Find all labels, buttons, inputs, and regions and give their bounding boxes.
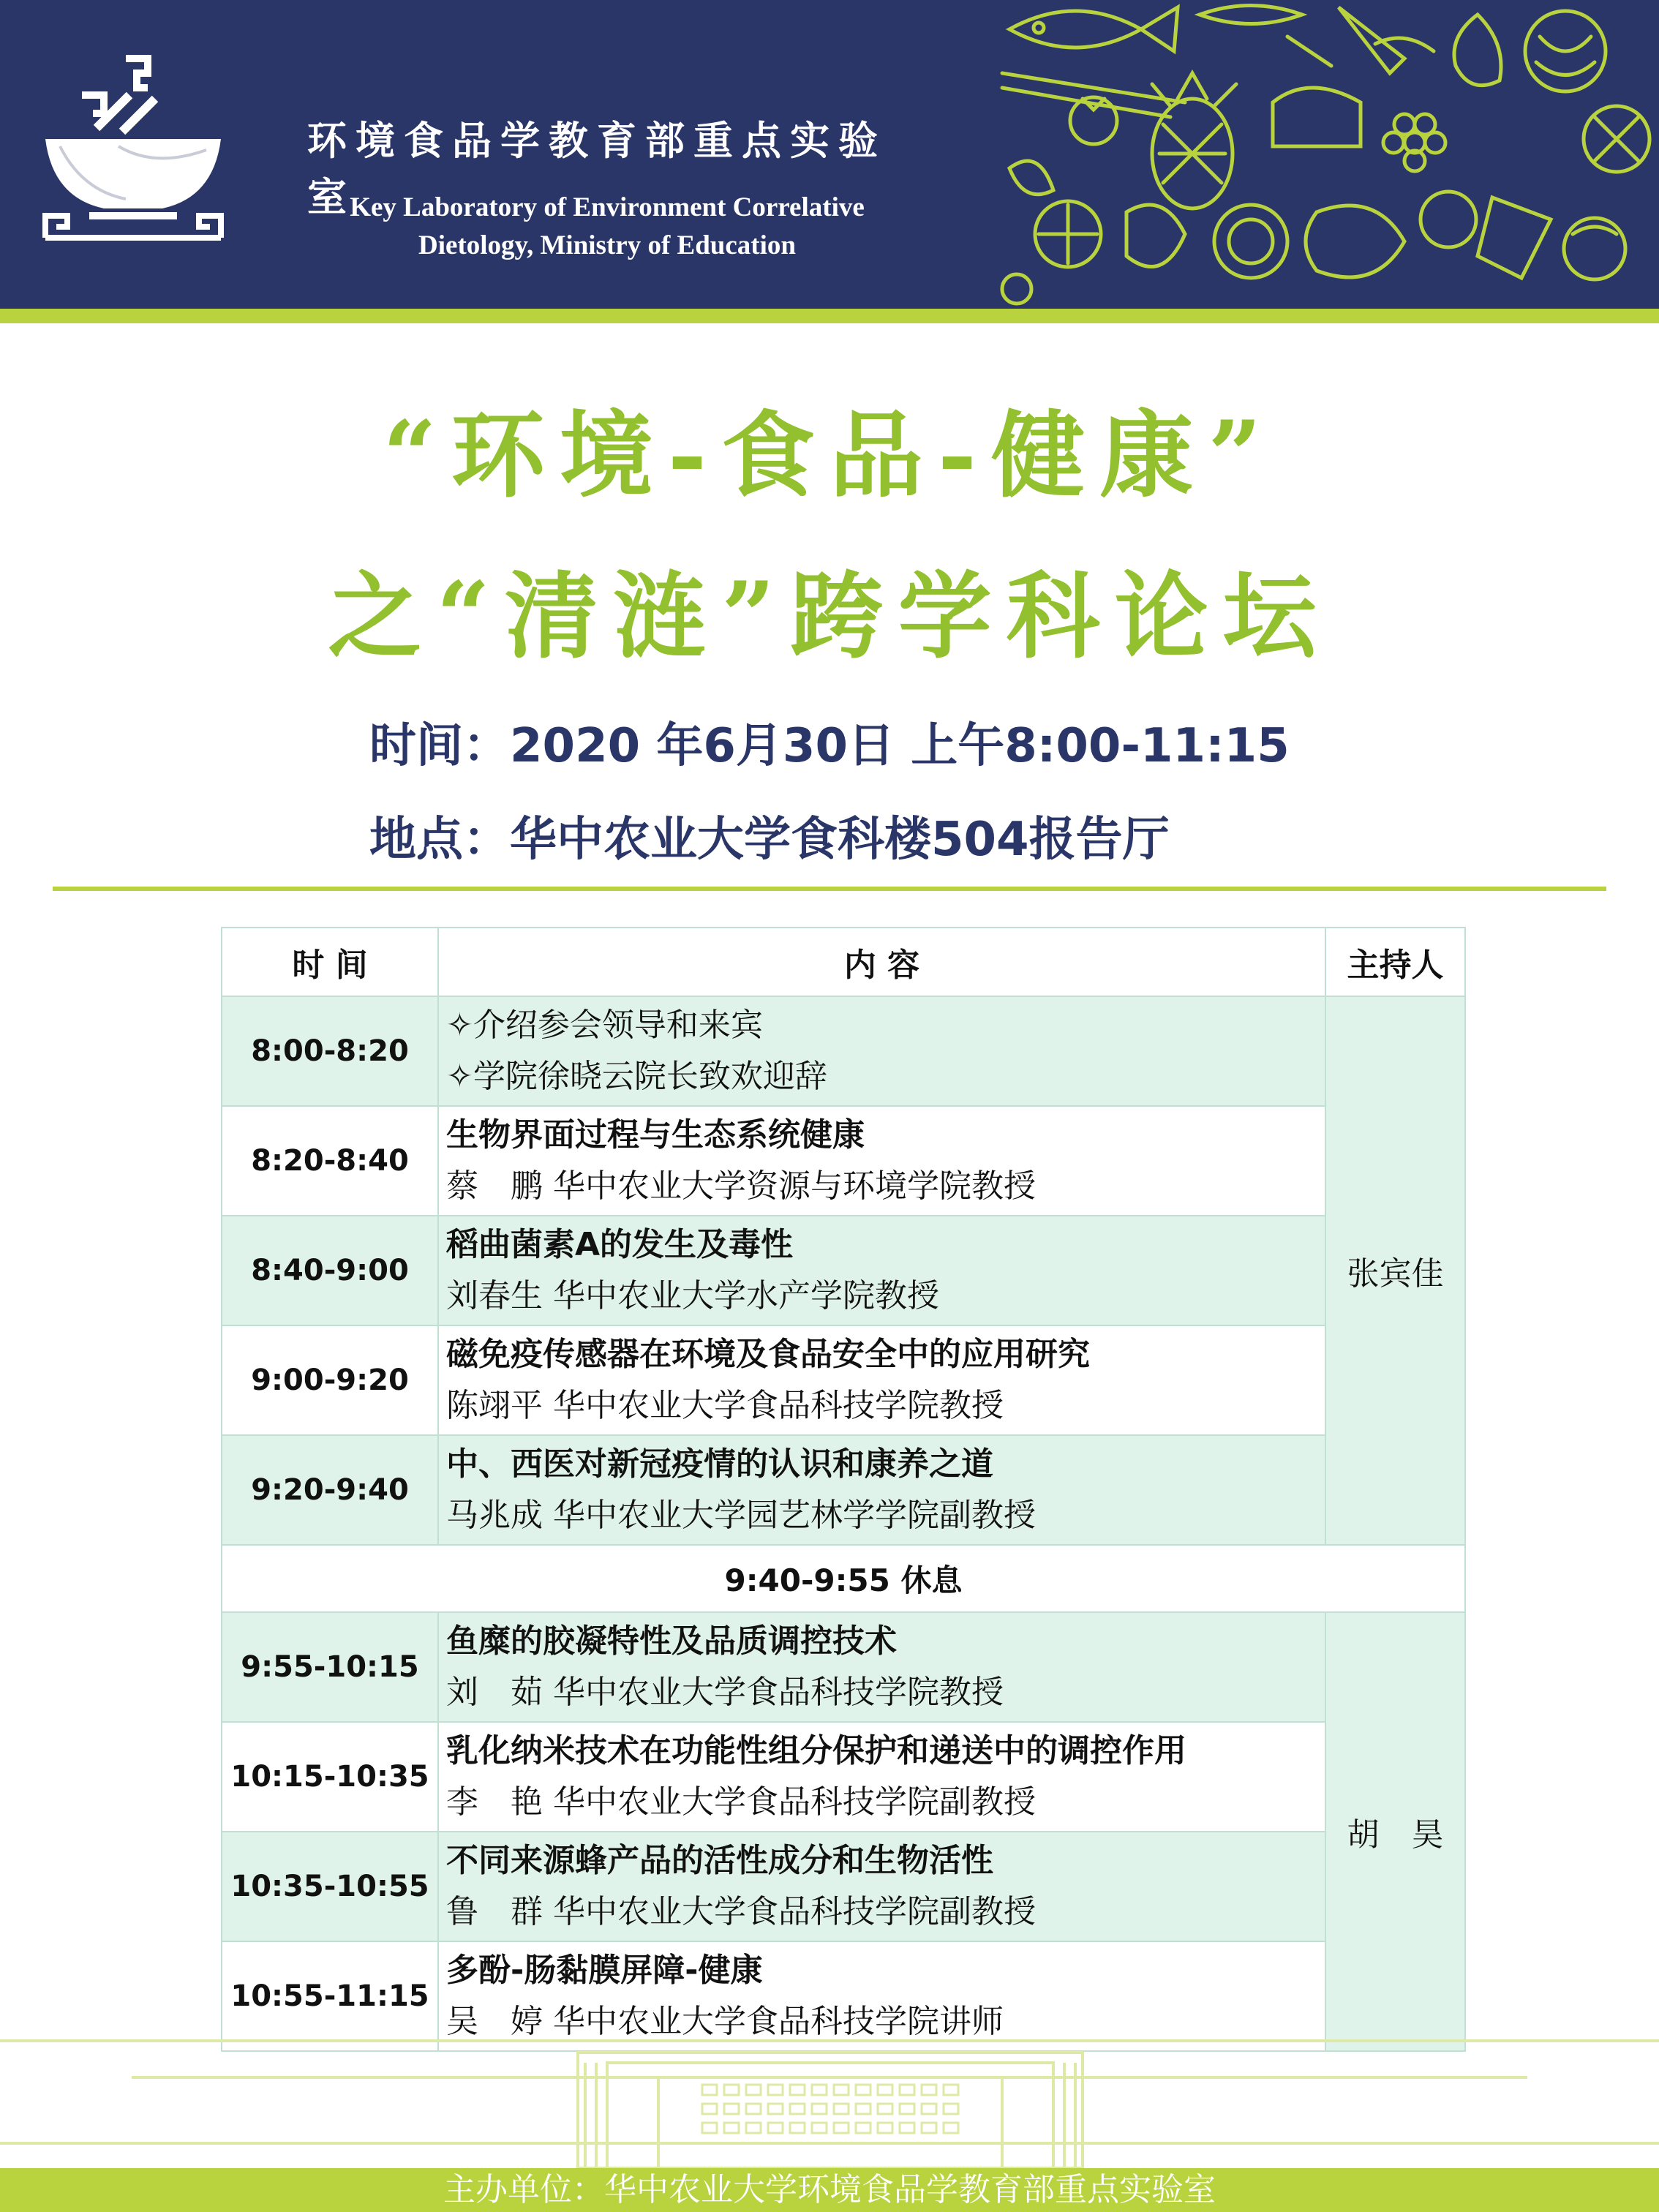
row-time: 8:00-8:20 [222,996,438,1106]
talk-topic: 多酚-肠黏膜屏障-健康 [446,1952,763,1989]
row-time: 8:40-9:00 [222,1216,438,1325]
table-row [222,1612,1465,1722]
row-time: 9:00-9:20 [222,1325,438,1435]
header-host: 主持人 [1325,928,1465,996]
row-content [438,1722,1325,1832]
table-row [222,1106,1465,1216]
table-header-row [222,928,1465,996]
row-content [438,996,1325,1106]
lab-name-en [278,189,936,265]
table-row [222,1435,1465,1545]
talk-speaker: 马兆成 华中农业大学园艺林学学院副教授 [446,1497,1036,1534]
talk-speaker: 陈翊平 华中农业大学食品科技学院教授 [446,1387,1004,1424]
talk-speaker: 李 艳 华中农业大学食品科技学院副教授 [446,1783,1036,1821]
talk-topic: 鱼糜的胶凝特性及品质调控技术 [446,1622,897,1660]
section-divider [53,887,1606,891]
talk-speaker: 刘春生 华中农业大学水产学院教授 [446,1277,939,1314]
row-content [438,1612,1325,1722]
forum-title-line1: “环境-食品-健康” [383,401,1276,511]
break-label: 9:40-9:55 休息 [222,1545,1465,1612]
row-time: 10:15-10:35 [222,1722,438,1832]
session-host: 张宾佳 [1325,996,1465,1545]
table-row [222,1722,1465,1832]
talk-speaker: 吴 婷 华中农业大学食品科技学院讲师 [446,2003,1004,2040]
talk-speaker: 鲁 群 华中农业大学食品科技学院副教授 [446,1893,1036,1930]
talk-topic: 不同来源蜂产品的活性成分和生物活性 [446,1842,993,1879]
forum-title-line2: 之“清涟”跨学科论坛 [328,562,1331,672]
lab-name-en-line2: Dietology, Ministry of Education [418,230,796,260]
table-row [222,1216,1465,1325]
header-divider [0,309,1659,323]
break-row [222,1545,1465,1612]
schedule-table [221,927,1466,2052]
talk-topic: 中、西医对新冠疫情的认识和康养之道 [446,1445,993,1483]
place-label: 地点： [369,813,510,867]
lab-name-cn: 环境食品学教育部重点实验室 [307,117,887,220]
talk-topic: 磁免疫传感器在环境及食品安全中的应用研究 [446,1336,1090,1373]
row-time: 8:20-8:40 [222,1106,438,1216]
food-illustration [995,0,1659,309]
talk-topic: 稻曲菌素A的发生及毒性 [446,1226,794,1263]
agenda-item: ✧介绍参会领导和来宾 [446,1007,763,1044]
time-label: 时间： [369,719,510,773]
talk-topic: 生物界面过程与生态系统健康 [446,1116,865,1154]
header-banner [0,0,1659,309]
header-content: 内 容 [438,928,1325,996]
talk-speaker: 蔡 鹏 华中农业大学资源与环境学院教授 [446,1167,1036,1205]
table-row [222,1832,1465,1941]
agenda-item: ✧学院徐晓云院长致欢迎辞 [446,1058,827,1095]
row-content [438,1435,1325,1545]
row-time: 9:55-10:15 [222,1612,438,1722]
header-time: 时 间 [222,928,438,996]
organizer-text: 主办单位：华中农业大学环境食品学教育部重点实验室 [443,2171,1216,2208]
building-illustration [0,2034,1659,2168]
table-row [222,996,1465,1106]
talk-speaker: 刘 茹 华中农业大学食品科技学院教授 [446,1674,1004,1711]
session-host: 胡 昊 [1325,1612,1465,2051]
talk-topic: 乳化纳米技术在功能性组分保护和递送中的调控作用 [446,1732,1186,1769]
row-content [438,1325,1325,1435]
row-time: 9:20-9:40 [222,1435,438,1545]
time-value: 2020 年6月30日 上午8:00-11:15 [510,719,1290,773]
event-place [369,802,1170,869]
row-content [438,1106,1325,1216]
event-time [369,708,1290,775]
place-value: 华中农业大学食科楼504报告厅 [510,813,1170,867]
bowl-chopsticks-logo [38,44,228,241]
row-time: 10:55-11:15 [222,1941,438,2051]
table-row [222,1325,1465,1435]
row-time: 10:35-10:55 [222,1832,438,1941]
lab-name-en-line1: Key Laboratory of Environment Correlative [350,192,865,222]
row-content [438,1832,1325,1941]
row-content [438,1216,1325,1325]
